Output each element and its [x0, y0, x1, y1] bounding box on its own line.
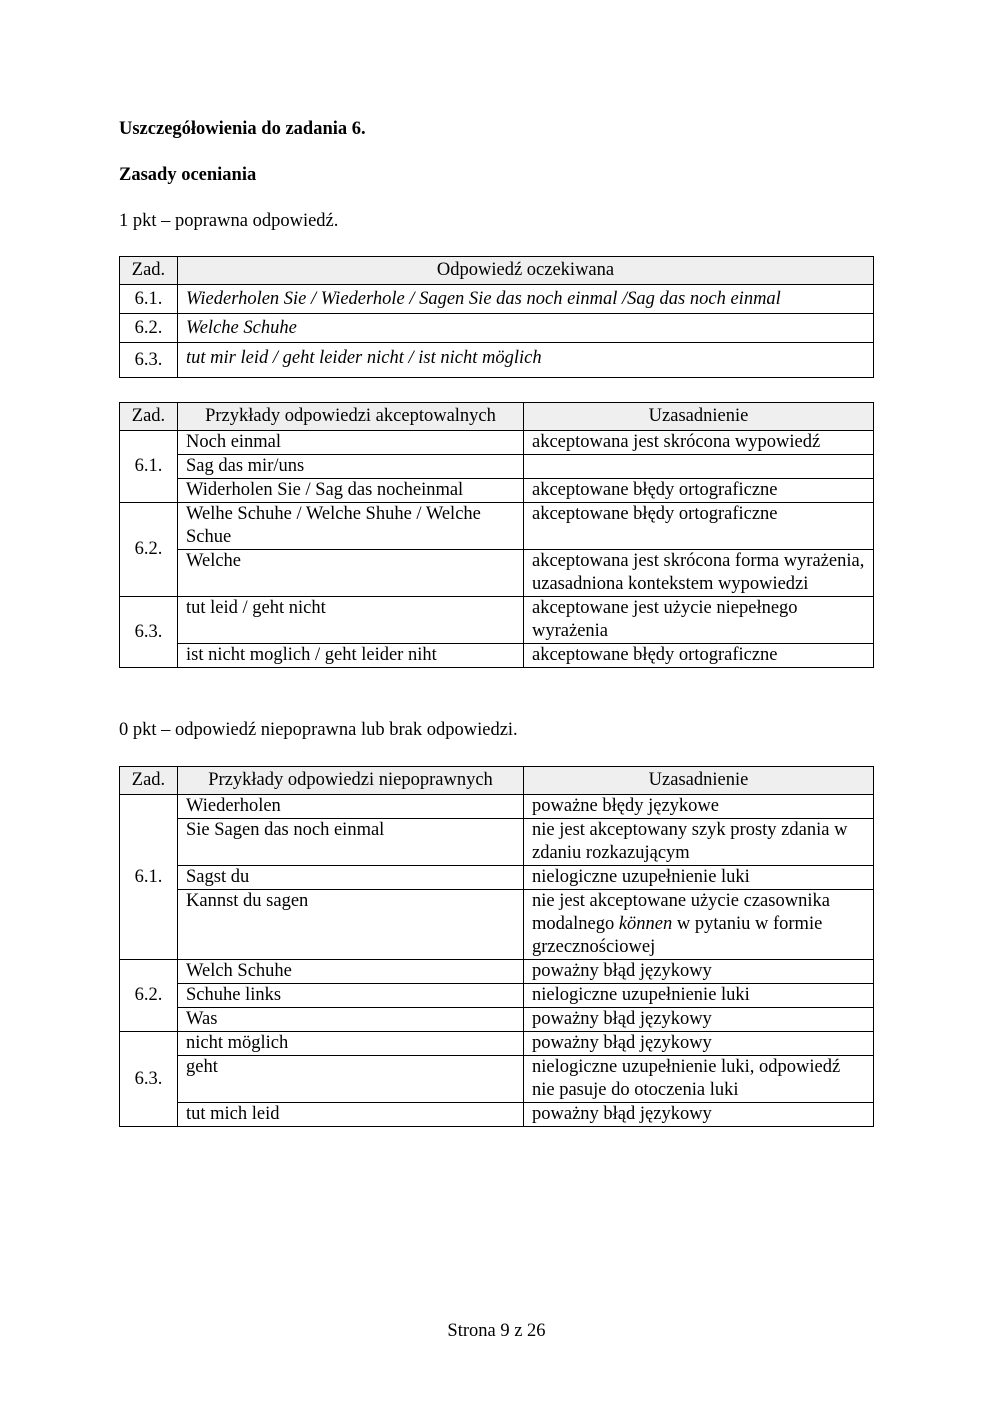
reason: akceptowana jest skrócona wypowiedź [524, 431, 874, 455]
table-row [120, 1056, 874, 1103]
example-answer: Sie Sagen das noch einmal [178, 819, 524, 866]
example-answer: Welch Schuhe [178, 960, 524, 984]
reason: akceptowana jest skrócona forma wyrażenia, uzasadniona kontekstem wypowiedzi [524, 550, 874, 597]
example-answer: tut mich leid [178, 1103, 524, 1127]
task-number: 6.1. [120, 795, 178, 960]
example-answer: Schuhe links [178, 984, 524, 1008]
example-answer: Kannst du sagen [178, 890, 524, 960]
expected-answer: Wiederholen Sie / Wiederhole / Sagen Sie das noch einmal /Sag das noch einmal [178, 285, 874, 314]
example-answer: Sagst du [178, 866, 524, 890]
header-task: Zad. [120, 403, 178, 431]
header-task: Zad. [120, 767, 178, 795]
table-header-row [120, 257, 874, 285]
reason-text: nie jest akceptowane użycie czasownika modalnego [532, 891, 830, 934]
example-answer: Welhe Schuhe / Welche Shuhe / Welche Schue [178, 503, 524, 550]
reason: akceptowane jest użycie niepełnego wyrażenia [524, 597, 874, 644]
reason [524, 890, 874, 960]
table-header-row [120, 403, 874, 431]
reason: akceptowane błędy ortograficzne [524, 503, 874, 550]
section-title: Uszczegółowienia do zadania 6. [119, 119, 366, 139]
reason: poważne błędy językowe [524, 795, 874, 819]
expected-answers-table [119, 256, 874, 378]
table-row [120, 1103, 874, 1127]
table-row [120, 960, 874, 984]
incorrect-answers-table [119, 766, 874, 1127]
table-row [120, 1008, 874, 1032]
table-row [120, 431, 874, 455]
reason: nielogiczne uzupełnienie luki [524, 866, 874, 890]
reason: nie jest akceptowany szyk prosty zdania w zdaniu rozkazującym [524, 819, 874, 866]
table-row [120, 1032, 874, 1056]
example-answer: Sag das mir/uns [178, 455, 524, 479]
example-answer: Welche [178, 550, 524, 597]
table-row [120, 984, 874, 1008]
example-answer: tut leid / geht nicht [178, 597, 524, 644]
reason-text: w pytaniu w formie grzecznościowej [532, 914, 823, 957]
expected-answer: tut mir leid / geht leider nicht / ist nicht möglich [178, 343, 874, 378]
example-answer: Was [178, 1008, 524, 1032]
example-answer: Wiederholen [178, 795, 524, 819]
task-number: 6.3. [120, 597, 178, 668]
table-row [120, 550, 874, 597]
header-examples: Przykłady odpowiedzi akceptowalnych [178, 403, 524, 431]
example-answer: geht [178, 1056, 524, 1103]
task-number: 6.1. [120, 431, 178, 503]
reason: nielogiczne uzupełnienie luki, odpowiedź nie pasuje do otoczenia luki [524, 1056, 874, 1103]
task-number: 6.3. [120, 343, 178, 378]
task-number: 6.3. [120, 1032, 178, 1127]
task-number: 6.2. [120, 960, 178, 1032]
task-number: 6.2. [120, 503, 178, 597]
table-row [120, 455, 874, 479]
example-answer: Noch einmal [178, 431, 524, 455]
table-row [120, 479, 874, 503]
table-row [120, 819, 874, 866]
task-number: 6.1. [120, 285, 178, 314]
header-expected-answer: Odpowiedź oczekiwana [178, 257, 874, 285]
reason [524, 455, 874, 479]
zero-point-rule: 0 pkt – odpowiedź niepoprawna lub brak odpowiedzi. [119, 720, 518, 740]
reason: poważny błąd językowy [524, 1008, 874, 1032]
example-answer: nicht möglich [178, 1032, 524, 1056]
page-number: Strona 9 z 26 [447, 1321, 546, 1341]
table-row [120, 503, 874, 550]
table-row [120, 314, 874, 343]
reason: poważny błąd językowy [524, 1103, 874, 1127]
reason: poważny błąd językowy [524, 960, 874, 984]
table-row [120, 343, 874, 378]
header-reason: Uzasadnienie [524, 403, 874, 431]
table-row [120, 597, 874, 644]
table-header-row [120, 767, 874, 795]
table-row [120, 890, 874, 960]
table-row [120, 866, 874, 890]
header-task: Zad. [120, 257, 178, 285]
expected-answer: Welche Schuhe [178, 314, 874, 343]
table-row [120, 795, 874, 819]
example-answer: ist nicht moglich / geht leider niht [178, 644, 524, 668]
acceptable-answers-table [119, 402, 874, 668]
reason-emphasis: können [618, 914, 673, 934]
reason: akceptowane błędy ortograficzne [524, 479, 874, 503]
example-answer: Widerholen Sie / Sag das nocheinmal [178, 479, 524, 503]
header-examples: Przykłady odpowiedzi niepoprawnych [178, 767, 524, 795]
table-row [120, 644, 874, 668]
reason: nielogiczne uzupełnienie luki [524, 984, 874, 1008]
reason: poważny błąd językowy [524, 1032, 874, 1056]
task-number: 6.2. [120, 314, 178, 343]
table-row [120, 285, 874, 314]
one-point-rule: 1 pkt – poprawna odpowiedź. [119, 211, 339, 231]
rules-heading: Zasady oceniania [119, 165, 257, 185]
header-reason: Uzasadnienie [524, 767, 874, 795]
reason: akceptowane błędy ortograficzne [524, 644, 874, 668]
